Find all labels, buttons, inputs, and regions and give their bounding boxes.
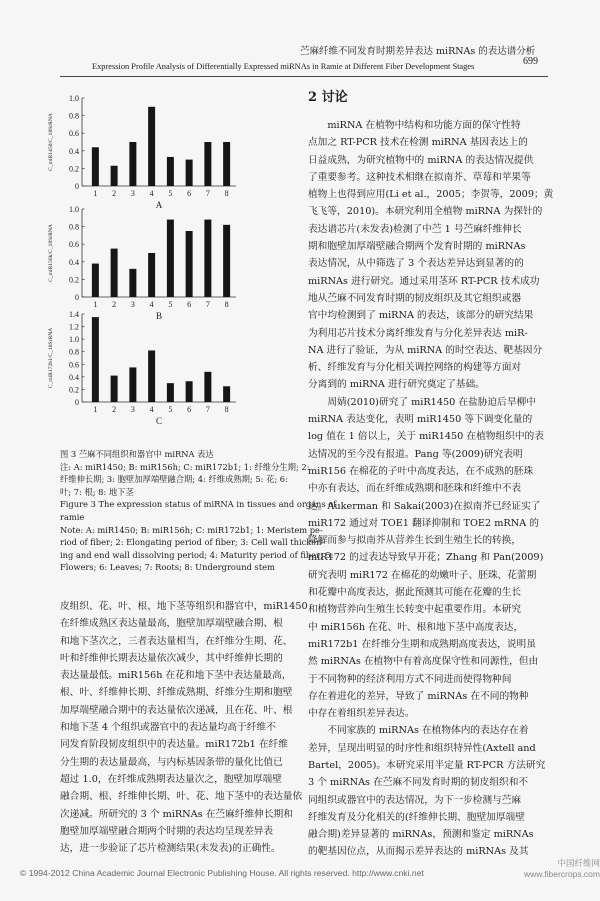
right-body-line: miRNA 在植物中结构和功能方面的保守性特 — [308, 120, 521, 131]
right-body-line: miR172b1 在纤维分生期和成熟期高度表达，说明虽 — [308, 638, 536, 650]
right-body-line: 和植物营养向生殖生长转变中起重要作用。本研究 — [308, 604, 522, 616]
right-body-line: 分离到的 miRNA 进行研究奠定了基础。 — [308, 379, 485, 391]
x-tick-label: 6 — [187, 189, 192, 198]
caption-line: Figure 3 The expression status of miRNA in tissues and organs of — [60, 499, 337, 510]
bar — [204, 142, 211, 186]
x-tick-label: 7 — [205, 300, 210, 309]
x-tick-label: 3 — [130, 300, 135, 309]
y-tick-label: 0.4 — [69, 372, 79, 382]
y-tick-label: 0.8 — [69, 347, 79, 357]
right-body-line: 表达谱芯片(未发表)检测了中苎 1 号苎麻纤维伸长 — [308, 223, 522, 235]
right-body-line: 日益成熟，为研究植物中的 miRNA 的表达情况提供 — [308, 154, 534, 166]
y-tick-label: 0.2 — [69, 164, 79, 174]
bar — [186, 231, 193, 297]
right-body-line: 了重要参考。这种技术相继在拟南芥、草莓和苹果等 — [308, 171, 531, 183]
right-body-line: miR156 在棉花的子叶中高度表达，在不成熟的胚珠 — [308, 465, 534, 477]
y-axis-label: C_miR1450/C_18SrRNA — [48, 113, 54, 171]
bar — [92, 147, 99, 186]
right-body-line: 飞飞等，2010)。本研究利用全植物 miRNA 为探针的 — [308, 206, 543, 218]
left-body-line: 超过 1.0，在纤维成熟期表达量次之，胞壁加厚端壁 — [60, 773, 282, 785]
right-body-line: 达情况的至今没有报道。Pang 等(2009)研究表明 — [308, 448, 523, 460]
right-body-line: 差异，呈现出明显的时序性和组织特异性(Axtell and — [308, 742, 536, 754]
y-tick-label: 0.6 — [69, 129, 79, 139]
right-body-text — [308, 117, 552, 861]
bar — [92, 264, 99, 297]
right-body-line: 的靶基因位点，从而揭示差异表达的 miRNAs 及其 — [308, 846, 529, 858]
caption-line: 注: A: miR1450; B: miR156h; C: miR172b1; 1: 纤维分生期; 2: — [60, 461, 310, 472]
bar — [167, 383, 174, 402]
right-body-line: 3 个 miRNAs 在苎麻不同发育时期的韧皮组织和不 — [308, 777, 529, 789]
left-body-line: 融合期、根、纤维伸长期、叶、花、地下茎中的表达量依 — [60, 791, 303, 803]
chart-panel-b — [48, 203, 242, 323]
left-body-line: 达，进一步验证了芯片检测结果(未发表)的正确性。 — [60, 843, 281, 855]
running-title-cn: 苎麻纤维不同发育时期差异表达 miRNAs 的表达谱分析 — [300, 46, 536, 57]
chart-panel-a — [48, 92, 242, 212]
bar — [129, 367, 136, 402]
x-tick-label: 1 — [93, 405, 98, 414]
bar — [148, 350, 155, 402]
left-body-line: 加厚端壁融合期中的表达量依次递减，且在花、叶、根 — [60, 704, 293, 716]
caption-line: 纤维伸长期; 3: 胞壁加厚端壁融合期; 4: 纤维成熟期; 5: 花; 6: — [60, 474, 288, 485]
x-tick-label: 3 — [130, 189, 135, 198]
right-body-line: 研究表明 miR172 在棉花的幼嫩叶子、胚珠、花蕾期 — [308, 569, 537, 581]
right-body-line: miRNAs 进行研究。通过采用茎环 RT-PCR 技术成功 — [308, 275, 540, 287]
right-body-line: 中亦有表达，而在纤维成熟期和胚珠和纤维中不表 — [308, 483, 522, 495]
bar — [186, 160, 193, 186]
bar — [223, 225, 230, 297]
right-body-line: 点加之 RT-PCR 技术在检测 miRNA 基因表达上的 — [308, 137, 528, 149]
y-tick-label: 0 — [75, 182, 79, 191]
right-body-line: Bartel，2005)。本研究采用半定量 RT-PCR 方法研究 — [308, 759, 546, 771]
chart-panel-c — [48, 308, 242, 428]
x-tick-label: 4 — [149, 300, 154, 309]
right-body-line: 达。Aukerman 和 Sakai(2003)在拟南芥已经证实了 — [308, 500, 541, 512]
right-body-line: 为利用芯片技术分离纤维发育与分化差异表达 miR- — [308, 327, 528, 339]
x-tick-label: 7 — [205, 189, 210, 198]
right-body-line: 中存在着组织差异表达。 — [308, 708, 415, 720]
copyright-footer: © 1994-2012 China Academic Journal Electronic Publishing House. All rights reserved. http://www.cnki.net — [20, 868, 424, 878]
y-tick-label: 0.4 — [69, 146, 79, 156]
x-tick-label: 2 — [112, 300, 117, 309]
bar — [92, 317, 99, 402]
figure-caption — [60, 448, 337, 574]
right-body-line: NA 进行了验证，为从 miRNA 的时空表达、靶基因分 — [308, 344, 543, 356]
x-tick-label: 5 — [168, 300, 173, 309]
y-tick-label: 0.2 — [69, 385, 79, 395]
y-tick-label: 0 — [75, 398, 79, 407]
right-body-line: 官中均检测到了 miRNA 的表达，该部分的研究结果 — [308, 310, 534, 322]
right-body-line: 降解而参与拟南芥从营养生长到生殖生长的转换， — [308, 535, 522, 547]
bar — [111, 166, 118, 186]
x-tick-label: 2 — [112, 405, 117, 414]
y-tick-label: 1.4 — [69, 310, 79, 319]
caption-line: Flowers; 6: Leaves; 7: Roots; 8: Underground stem — [60, 562, 275, 573]
chart-b-svg — [48, 203, 242, 323]
right-body-line: miRNA 表达变化，表明 miR1450 等下调变化量的 — [308, 414, 533, 426]
panel-label: B — [155, 311, 163, 321]
caption-line: ing and end wall dissolving period; 4: Maturity period of fiber; 5: — [60, 549, 334, 560]
x-tick-label: 8 — [224, 300, 229, 309]
caption-line: 图 3 苎麻不同组织和器官中 miRNA 表达 — [60, 449, 214, 459]
bar — [148, 253, 155, 297]
x-tick-label: 3 — [130, 405, 135, 414]
right-body-line: 周婧(2010)研究了 miR1450 在盐胁迫后旱柳中 — [308, 396, 536, 408]
chart-c-svg — [48, 308, 242, 428]
right-body-line: 不同家族的 miRNAs 在植物体内的表达存在着 — [308, 725, 529, 737]
right-body-line: 植物上也得到应用(Li et al.，2005；李贺等，2009；黄 — [308, 189, 554, 201]
caption-line: 叶; 7: 根; 8: 地下茎 — [60, 486, 134, 497]
right-body-line: 纤维发育及分化相关的(纤维伸长期、胞壁加厚端壁 — [308, 811, 525, 823]
panel-label: A — [155, 200, 163, 210]
left-body-line: 和地下茎次之，三者表达量相当，在纤维分生期、花、 — [60, 635, 293, 647]
section-title: 2 讨论 — [308, 90, 348, 105]
y-tick-label: 0.8 — [69, 222, 79, 232]
right-body-line: log 值在 1 倍以上，关于 miR1450 在植物组织中的表 — [308, 431, 544, 443]
x-tick-label: 6 — [187, 300, 192, 309]
x-tick-label: 5 — [168, 405, 173, 414]
right-body-line: 同组织或器官中的表达情况，为下一步检测与苎麻 — [308, 794, 522, 806]
bar — [167, 157, 174, 186]
bar — [148, 107, 155, 186]
left-body-line: 同发育阶段韧皮组织中的表达量。miR172b1 在纤维 — [60, 739, 288, 751]
bar — [223, 142, 230, 186]
right-body-line: 地从苎麻不同发育时期的韧皮组织及其它组织或器 — [308, 292, 522, 304]
x-tick-label: 8 — [224, 405, 229, 414]
bar — [111, 249, 118, 297]
running-title-en: Expression Profile Analysis of Differentially Expressed miRNAs in Ramie at Different Fiber Development Stages — [92, 62, 475, 71]
y-axis-label: C_miR172b1/C_18SrRNA — [48, 327, 54, 389]
caption-line: ramie — [60, 511, 85, 522]
right-body-line: miR172 的过表达导致早开花；Zhang 和 Pan(2009) — [308, 552, 544, 564]
bar — [129, 269, 136, 297]
y-tick-label: 1.0 — [69, 205, 79, 214]
y-tick-label: 1.2 — [69, 322, 79, 332]
chart-a-svg — [48, 92, 242, 212]
left-body-line: 表达量最低。miR156h 在花和地下茎中表达量最高， — [60, 670, 292, 682]
y-tick-label: 0.8 — [69, 111, 79, 121]
bar — [204, 220, 211, 297]
left-body-line: 根、叶、纤维伸长期、纤维成熟期、纤维分生期和胞壁 — [60, 687, 293, 699]
caption-line: Note: A: miR1450; B: miR156h; C: miR172b1; 1: Meristem pe- — [60, 524, 323, 535]
bar — [111, 376, 118, 402]
right-body-line: 中 miR156h 在花、叶、根和地下茎中高度表达， — [308, 621, 524, 633]
left-body-line: 和地下茎 4 个组织或器官中的表达量均高于纤维不 — [60, 722, 276, 734]
x-tick-label: 1 — [93, 189, 98, 198]
right-body-line: miR172 通过对 TOE1 翻译抑制和 TOE2 mRNA 的 — [308, 517, 539, 529]
x-tick-label: 4 — [149, 405, 154, 414]
right-body-line: 表达情况，从中筛选了 3 个表达差异达到显著的的 — [308, 258, 524, 270]
x-tick-label: 7 — [205, 405, 210, 414]
left-body-line: 胞壁加厚端壁融合期两个时期的表达均呈现差异表 — [60, 825, 274, 837]
page-number: 699 — [523, 56, 538, 67]
bar — [167, 220, 174, 297]
bar — [186, 381, 193, 402]
x-tick-label: 6 — [187, 405, 192, 414]
x-tick-label: 5 — [168, 189, 173, 198]
header-rule — [60, 76, 548, 77]
right-body-line: 于不同物种的经济利用方式不同进而使得物种间 — [308, 673, 512, 685]
x-tick-label: 2 — [112, 189, 117, 198]
y-axis-label: C_miR156h/C_18SrRNA — [48, 224, 54, 282]
y-tick-label: 0.6 — [69, 360, 79, 370]
y-tick-label: 1.0 — [69, 335, 79, 345]
panel-label: C — [155, 416, 163, 426]
right-body-line: 期和胞壁加厚端壁融合期两个发育时期的 miRNAs — [308, 241, 526, 253]
x-tick-label: 1 — [93, 300, 98, 309]
left-body-line: 分生期的表达量最高，与内标基因条带的量化比值已 — [60, 756, 283, 768]
right-body-line: 析、纤维发育与分化相关调控网络的构建等方面对 — [308, 362, 522, 374]
site-watermark: 中国纤维网 www.fibercrops.com — [523, 858, 600, 879]
right-body-line: 存在着进化的差异，导致了 miRNAs 在不同的物种 — [308, 690, 529, 702]
bar — [223, 386, 230, 402]
x-tick-label: 4 — [149, 189, 154, 198]
y-tick-label: 1.0 — [69, 94, 79, 103]
y-tick-label: 0.2 — [69, 275, 79, 285]
right-body-line: 融合期)差异显著的 miRNAs，预测和鉴定 miRNAs — [308, 829, 534, 841]
right-body-line: 和花瓣中高度表达，据此预测其可能在花瓣的生长 — [308, 587, 522, 599]
left-body-line: 叶和纤维伸长期表达量依次减少，其中纤维伸长期的 — [60, 652, 283, 664]
bar — [204, 372, 211, 402]
left-body-line: 次递减。所研究的 3 个 miRNAs 在苎麻纤维伸长期和 — [60, 808, 293, 820]
caption-line: riod of fiber; 2: Elongating period of fiber; 3: Cell wall thicken- — [60, 537, 325, 548]
y-tick-label: 0.6 — [69, 240, 79, 250]
left-body-line: 皮组织、花、叶、根、地下茎等组织和器官中，miR1450 — [60, 601, 308, 612]
right-body-line: 然 miRNAs 在植物中有着高度保守性和同源性，但由 — [308, 656, 539, 668]
x-tick-label: 8 — [224, 189, 229, 198]
y-tick-label: 0 — [75, 293, 79, 302]
left-body-text — [60, 598, 308, 857]
left-body-line: 在纤维成熟区表达量最高，胞壁加厚端壁融合期、根 — [60, 618, 283, 630]
y-tick-label: 0.4 — [69, 257, 79, 267]
bar — [129, 142, 136, 186]
